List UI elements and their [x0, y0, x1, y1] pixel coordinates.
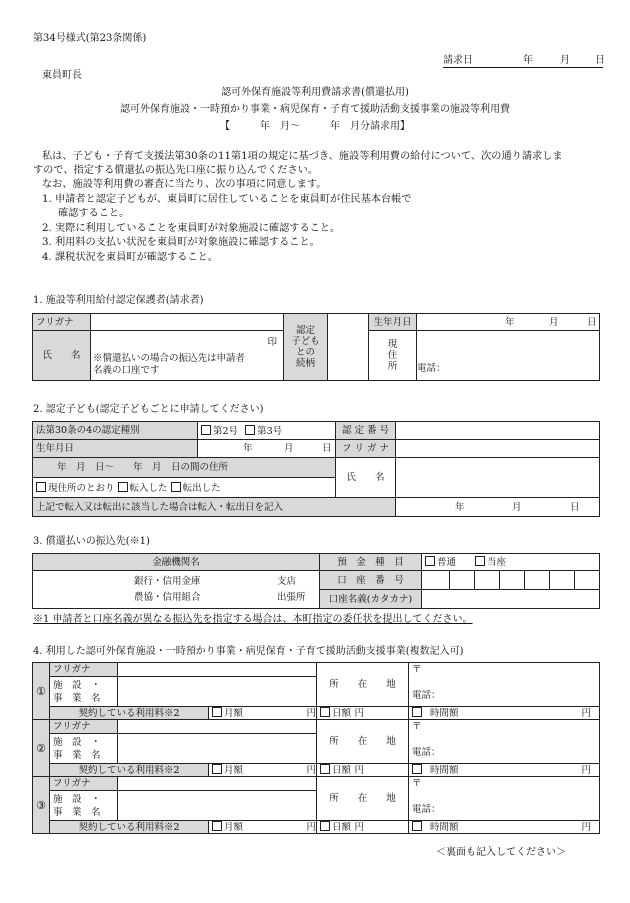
type-3-label: 第3号 — [257, 425, 283, 437]
cert-type-options — [198, 422, 336, 440]
claim-date — [443, 55, 603, 68]
daily-label: 日額 — [332, 765, 352, 776]
day-label: 日 — [570, 502, 580, 513]
fee-label: 契約している利用料※2 — [50, 707, 209, 720]
child-name-label: 氏 名 — [336, 458, 396, 498]
type-2-label: 第2号 — [213, 425, 239, 437]
month-label: 月 — [512, 502, 522, 513]
account-name-label: 口座名義(カタカナ) — [320, 590, 422, 609]
seal-mark: 印 — [267, 337, 277, 348]
fee-label: 契約している利用料※2 — [50, 821, 209, 834]
name-note-2: 名義の口座です — [93, 365, 160, 376]
child-furigana-input[interactable] — [396, 440, 600, 458]
account-digit[interactable] — [575, 571, 600, 590]
period-address-label: 年 月 日～ 年 月 日の間の住所 — [33, 458, 336, 478]
facility-location-input[interactable] — [409, 663, 600, 707]
facility-location-label: 所 在 地 — [317, 777, 409, 821]
facility-phone-label: 電話： — [412, 690, 441, 701]
intro-p1a: 私は、子ども・子育て支援法第30条の11第1項の規定に基づき、施設等利用費の給付について、次の通り請求しま — [42, 151, 563, 162]
checkbox[interactable] — [412, 707, 422, 717]
form-id: 第34号様式(第23条関係) — [33, 33, 147, 44]
yen-label: 円 — [306, 822, 316, 833]
account-digit[interactable] — [525, 571, 550, 590]
account-number-label: 口 座 番 号 — [320, 571, 422, 590]
birth-input[interactable] — [417, 314, 600, 331]
section-4-heading: 4. 利用した認可外保育施設・一時預かり事業・病児保育・子育て援助活動支援事業(複数記入可) — [33, 646, 464, 657]
facility-name-label — [50, 677, 118, 707]
facility-location-label: 所 在 地 — [317, 720, 409, 764]
checkbox[interactable] — [320, 821, 330, 831]
facility-furigana-label: フリガナ — [50, 663, 118, 677]
checkbox[interactable] — [412, 764, 422, 774]
furigana-label: フリガナ — [33, 314, 91, 331]
intro-p2: なお、施設等利用費の審査に当たり、次の事項に同意します。 — [42, 179, 327, 190]
facility-label-line: 施 設 ・ — [53, 679, 101, 691]
child-table — [32, 421, 600, 517]
child-birth-input[interactable] — [198, 440, 336, 458]
bank-type-2: 農協・信用組合 — [134, 592, 201, 603]
address-options — [33, 478, 336, 498]
name-label: 氏 名 — [33, 331, 91, 381]
child-birth-label: 生年月日 — [33, 440, 198, 458]
intro-item: 確認すること。 — [58, 208, 130, 219]
facility-label-line: 施 設 ・ — [53, 793, 101, 805]
month-label: 月 — [284, 443, 294, 454]
section-3-heading: 3. 償還払いの振込先(※1) — [33, 536, 150, 547]
deposit-options — [422, 554, 600, 571]
account-digit[interactable] — [550, 571, 575, 590]
checkbox[interactable] — [245, 425, 255, 435]
branch-label: 支店 — [277, 576, 297, 587]
hourly-label: 時間額 — [430, 765, 459, 776]
facility-index: ① — [33, 663, 50, 720]
facility-name-input[interactable] — [118, 677, 317, 707]
deposit-type-label: 預 金 種 目 — [320, 554, 422, 571]
year-label: 年 — [243, 443, 253, 454]
claim-month: 月 — [560, 55, 570, 66]
footer-note: ＜裏面も記入してください＞ — [436, 847, 566, 858]
account-digit[interactable] — [500, 571, 525, 590]
fee-daily — [317, 764, 409, 777]
facility-furigana-label: フリガナ — [50, 720, 118, 734]
name-note-1: ※償還払いの場合の振込先は申請者 — [93, 353, 246, 364]
fee-daily — [317, 707, 409, 720]
account-digit[interactable] — [422, 571, 450, 590]
facility-location-label: 所 在 地 — [317, 663, 409, 707]
intro-item: 3. 利用料の支払い状況を東員町が対象施設に確認すること。 — [42, 237, 320, 248]
option-futsu: 普通 — [437, 557, 457, 568]
name-input[interactable] — [91, 331, 284, 381]
monthly-label: 月額 — [224, 708, 244, 719]
account-name-input[interactable] — [422, 590, 600, 609]
checkbox[interactable] — [475, 556, 485, 566]
checkbox[interactable] — [425, 556, 435, 566]
fee-monthly — [209, 821, 317, 834]
facility-index: ② — [33, 720, 50, 777]
checkbox[interactable] — [212, 764, 222, 774]
option-moved-out: 転出した — [182, 482, 221, 494]
fee-monthly — [209, 764, 317, 777]
intro-item: 4. 課税状況を東員町が確認すること。 — [42, 252, 218, 263]
title-2: 認可外保育施設・一時預かり事業・病児保育・子育て援助活動支援事業の施設等利用費 — [120, 104, 510, 115]
institution-input[interactable] — [33, 571, 320, 609]
cert-type-label: 法第30条の4の認定種別 — [33, 422, 198, 440]
guardian-table — [32, 313, 600, 381]
postal-mark: 〒 — [412, 778, 422, 789]
checkbox[interactable] — [212, 821, 222, 831]
option-touza: 当座 — [487, 557, 507, 568]
yen-label: 円 — [354, 822, 364, 833]
year-label: 年 — [505, 317, 515, 328]
month-label: 月 — [549, 317, 559, 328]
relation-line: 子ども — [291, 336, 320, 347]
facility-name-label — [50, 791, 118, 821]
office-label: 出張所 — [277, 592, 306, 603]
facility-name-label — [50, 734, 118, 764]
yen-label: 円 — [306, 708, 316, 719]
intro-p1b: すので、指定する償還払の振込先口座に振り込んでください。 — [33, 165, 319, 176]
day-label: 日 — [587, 317, 597, 328]
checkbox[interactable] — [212, 707, 222, 717]
bank-type-1: 銀行・信用金庫 — [134, 576, 201, 587]
claim-date-label: 請求日 — [443, 55, 473, 66]
cert-no-input[interactable] — [396, 422, 600, 440]
facility-label-line: 事 業 名 — [53, 749, 101, 761]
address-label — [369, 331, 417, 381]
facility-furigana-label: フリガナ — [50, 777, 118, 791]
section-1-heading: 1. 施設等利用給付認定保護者(請求者) — [33, 295, 204, 306]
title-3: 【 年 月～ 年 月分請求用】 — [220, 121, 410, 132]
account-digit[interactable] — [450, 571, 475, 590]
facility-name-input[interactable] — [118, 734, 317, 764]
day-label: 日 — [322, 443, 332, 454]
facility-location-input[interactable] — [409, 720, 600, 764]
address-char: 現 — [387, 339, 398, 350]
facility-index: ③ — [33, 777, 50, 834]
facility-furigana-input[interactable] — [118, 663, 317, 677]
yen-label: 円 — [306, 765, 316, 776]
facility-label-line: 施 設 ・ — [53, 736, 101, 748]
checkbox[interactable] — [320, 707, 330, 717]
institution-label: 金融機関名 — [33, 554, 320, 571]
checkbox[interactable] — [201, 425, 211, 435]
checkbox[interactable] — [118, 482, 128, 492]
option-same-address: 現住所のとおり — [48, 482, 115, 494]
monthly-label: 月額 — [224, 765, 244, 776]
bank-table — [32, 553, 600, 609]
facility-label-line: 事 業 名 — [53, 806, 101, 818]
fee-label: 契約している利用料※2 — [50, 764, 209, 777]
child-furigana-label: フ リ ガ ナ — [336, 440, 396, 458]
yen-label: 円 — [581, 765, 591, 776]
birth-label: 生年月日 — [369, 314, 417, 331]
address-char: 所 — [387, 361, 398, 372]
facility-phone-label: 電話： — [412, 747, 441, 758]
bank-note: ※1 申請者と口座名義が異なる振込先を指定する場合は、本町指定の委任状を提出してください。 — [33, 614, 473, 625]
facility-label-line: 事 業 名 — [53, 692, 101, 704]
hourly-label: 時間額 — [430, 708, 459, 719]
yen-label: 円 — [354, 708, 364, 719]
account-digit[interactable] — [475, 571, 500, 590]
checkbox[interactable] — [320, 764, 330, 774]
relation-line: との — [295, 347, 315, 358]
facility-table — [32, 662, 600, 834]
title-1: 認可外保育施設等利用費請求書(償還払用) — [221, 87, 409, 98]
addressee: 東員町長 — [42, 70, 82, 81]
facility-phone-label: 電話： — [412, 804, 441, 815]
year-label: 年 — [455, 502, 465, 513]
daily-label: 日額 — [332, 822, 352, 833]
claim-year: 年 — [523, 55, 533, 66]
checkbox[interactable] — [412, 821, 422, 831]
facility-furigana-input[interactable] — [118, 777, 317, 791]
checkbox[interactable] — [36, 482, 46, 492]
facility-location-input[interactable] — [409, 777, 600, 821]
facility-name-input[interactable] — [118, 791, 317, 821]
intro-item: 1. 申請者と認定子どもが、東員町に居住していることを東員町が住民基本台帳で — [42, 194, 412, 205]
checkbox[interactable] — [171, 482, 181, 492]
postal-mark: 〒 — [412, 721, 422, 732]
relation-label — [284, 314, 328, 381]
move-date-input[interactable] — [396, 498, 600, 517]
postal-mark: 〒 — [412, 664, 422, 675]
relation-line: 認定 — [295, 325, 315, 336]
address-input[interactable] — [417, 331, 600, 381]
claim-day: 日 — [595, 55, 605, 66]
phone-label: 電話： — [417, 363, 446, 374]
fee-hourly — [409, 821, 600, 834]
move-date-note: 上記で転入又は転出に該当した場合は転入・転出日を記入 — [33, 498, 396, 517]
option-moved-in: 転入した — [129, 482, 168, 494]
hourly-label: 時間額 — [430, 822, 459, 833]
facility-furigana-input[interactable] — [118, 720, 317, 734]
fee-hourly — [409, 707, 600, 720]
yen-label: 円 — [581, 822, 591, 833]
intro-item: 2. 実際に利用していることを東員町が対象施設に確認すること。 — [42, 223, 341, 234]
yen-label: 円 — [581, 708, 591, 719]
child-name-input[interactable] — [396, 458, 600, 498]
furigana-input[interactable] — [91, 314, 284, 331]
fee-daily — [317, 821, 409, 834]
fee-hourly — [409, 764, 600, 777]
daily-label: 日額 — [332, 708, 352, 719]
fee-monthly — [209, 707, 317, 720]
address-char: 住 — [387, 350, 398, 361]
cert-no-label: 認 定 番 号 — [336, 422, 396, 440]
section-2-heading: 2. 認定子ども(認定子どもごとに申請してください) — [33, 404, 264, 415]
relation-input[interactable] — [328, 314, 369, 381]
yen-label: 円 — [354, 765, 364, 776]
monthly-label: 月額 — [224, 822, 244, 833]
relation-line: 続柄 — [295, 358, 315, 369]
